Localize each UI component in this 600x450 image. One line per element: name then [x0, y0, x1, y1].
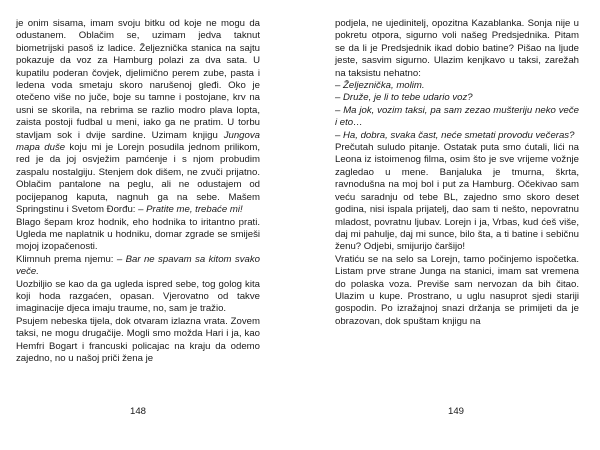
page-number-right: 149: [447, 406, 464, 417]
paragraph: [16, 18, 260, 217]
italic-text: – Druže, je li to tebe udario voz?: [335, 92, 473, 104]
paragraph: [335, 18, 579, 80]
italic-text: – Ma jok, vozim taksi, pa sam zezao mušteriju neko veče i eto…: [335, 104, 579, 129]
text-run: Blago šepam kroz hodnik, eho hodnika to iritantno prati. Ugleda me naplatnik u hodniku, domar zgrade se smiješi mojoj izopačenosti.: [16, 216, 260, 253]
italic-text: – Bar ne spavam sa kitom svako veče.: [16, 253, 260, 278]
italic-text: – Željeznička, molim.: [335, 80, 425, 92]
paragraph: [16, 254, 260, 279]
left-page: [16, 18, 260, 365]
paragraph: [335, 92, 579, 104]
text-run: Psujem nebeska tijela, dok otvaram izlazna vrata. Zovem taksi, ne mogu drugačije. Mogli smo možda Hari i ja, kao Hemfri Bogart i francuski policajac na kraju da odemo zajedno, no u našoj priči žena je: [16, 315, 260, 364]
paragraph: [16, 316, 260, 366]
right-page: [335, 18, 579, 328]
paragraph: [335, 105, 579, 130]
page-number-left: 148: [129, 406, 146, 417]
italic-text: – Ha, dobra, svaka čast, neće smetati provodu večeras?: [335, 129, 575, 141]
paragraph: [335, 130, 579, 142]
paragraph: [335, 80, 579, 92]
italic-text: – Pratite me, trebaće mi!: [138, 204, 243, 216]
text-run: koju mi je Lorejn posudila jednom prilikom, red je da joj osvježim pamćenje i s njom probudim zaspalu nostalgiju. Stenjem dok dišem, ne zvuči prijatno. Oblačim pantalone na peglu, ali ne odustajem od pocijepanog kaputa, nagnuh ga na sebe. Mašem Springstinu i Svetom Đorđu:: [16, 142, 261, 216]
paragraph: [16, 217, 260, 254]
text-run: Prečutah suludo pitanje. Ostatak puta smo ćutali, lići na Leona iz istoimenog filma, osim što je sve vrijeme vožnje zagledao u mene. Banjaluka je tmurna, škrta, ravnodušna na moj bol i put za Hamburg. Očekivao sam veću saradnju od tebe BL, zajedno smo skoro deset godina, nisi ispala prijatelj, dao sam ti nešto, nepovratnu mladost, povratnu ljubav. Lorejn i ja, Vrbas, kud ćeš više, daj mi pahulje, daj mi sunce, bilo šta, a ti batine i sebičnu ženu? Odjebi, smijurijo čaršijo!: [335, 142, 579, 253]
italic-text: Jungova mapa duše: [16, 129, 260, 154]
paragraph: [335, 254, 579, 328]
text-run: Vratiću se na selo sa Lorejn, tamo počinjemo ispočetka. Listam prve strane Junga na stanici, imam sat vremena do polaska voza. Previše sam nervozan da bih čitao. Ulazim u kupe. Prostrano, u uglu nasuprot sjedi stariji gospodin. Po izražajnoj snazi držanja se primijeti da je obrazovan, dok spuštam knjigu na: [335, 253, 579, 327]
paragraph: [16, 279, 260, 316]
text-run: Uozbiljio se kao da ga ugleda ispred sebe, tog golog kita koji hoda razgaćen, opasan. Vjerovatno od takve imaginacije djeca imaju traume, no, sam je tražio.: [16, 278, 260, 315]
text-run: podjela, ne ujedinitelj, opozitna Kazablanka. Sonja nije u pokretu otpora, sigurno voli našeg Predsjednika. Pitam se da li je Predsjednik ikad dobio batine? Pišao na ljude jeste, sasvim sigurno. Ulazim kenjkavo u taksi, zarežah na taksistu nehatno:: [335, 18, 579, 79]
text-run: je onim sisama, imam svoju bitku od koje ne mogu da odustanem. Oblačim se, uzimam jedva taknut biometrijski pasoš iz ladice. Željeznička stanica na sajtu pokazuje da voz za Hamburg polazi za dva sata. U kupatilu poderan čovjek, djelimično perem zube, pasta i ledena voda smetaju skoro narušenoj gleđi. Oko je otečeno više no juče, boje su tamne i postojane, krv na usni se skorila, na rebrima se razlio modro plava lopta, zaista postoji fudbal u meni, iako ga ne pratim. U torbu stavljam sok i dvije sardine. Uzimam knjigu: [16, 18, 260, 141]
paragraph: [335, 142, 579, 254]
text-run: Klimnuh prema njemu:: [16, 253, 117, 265]
